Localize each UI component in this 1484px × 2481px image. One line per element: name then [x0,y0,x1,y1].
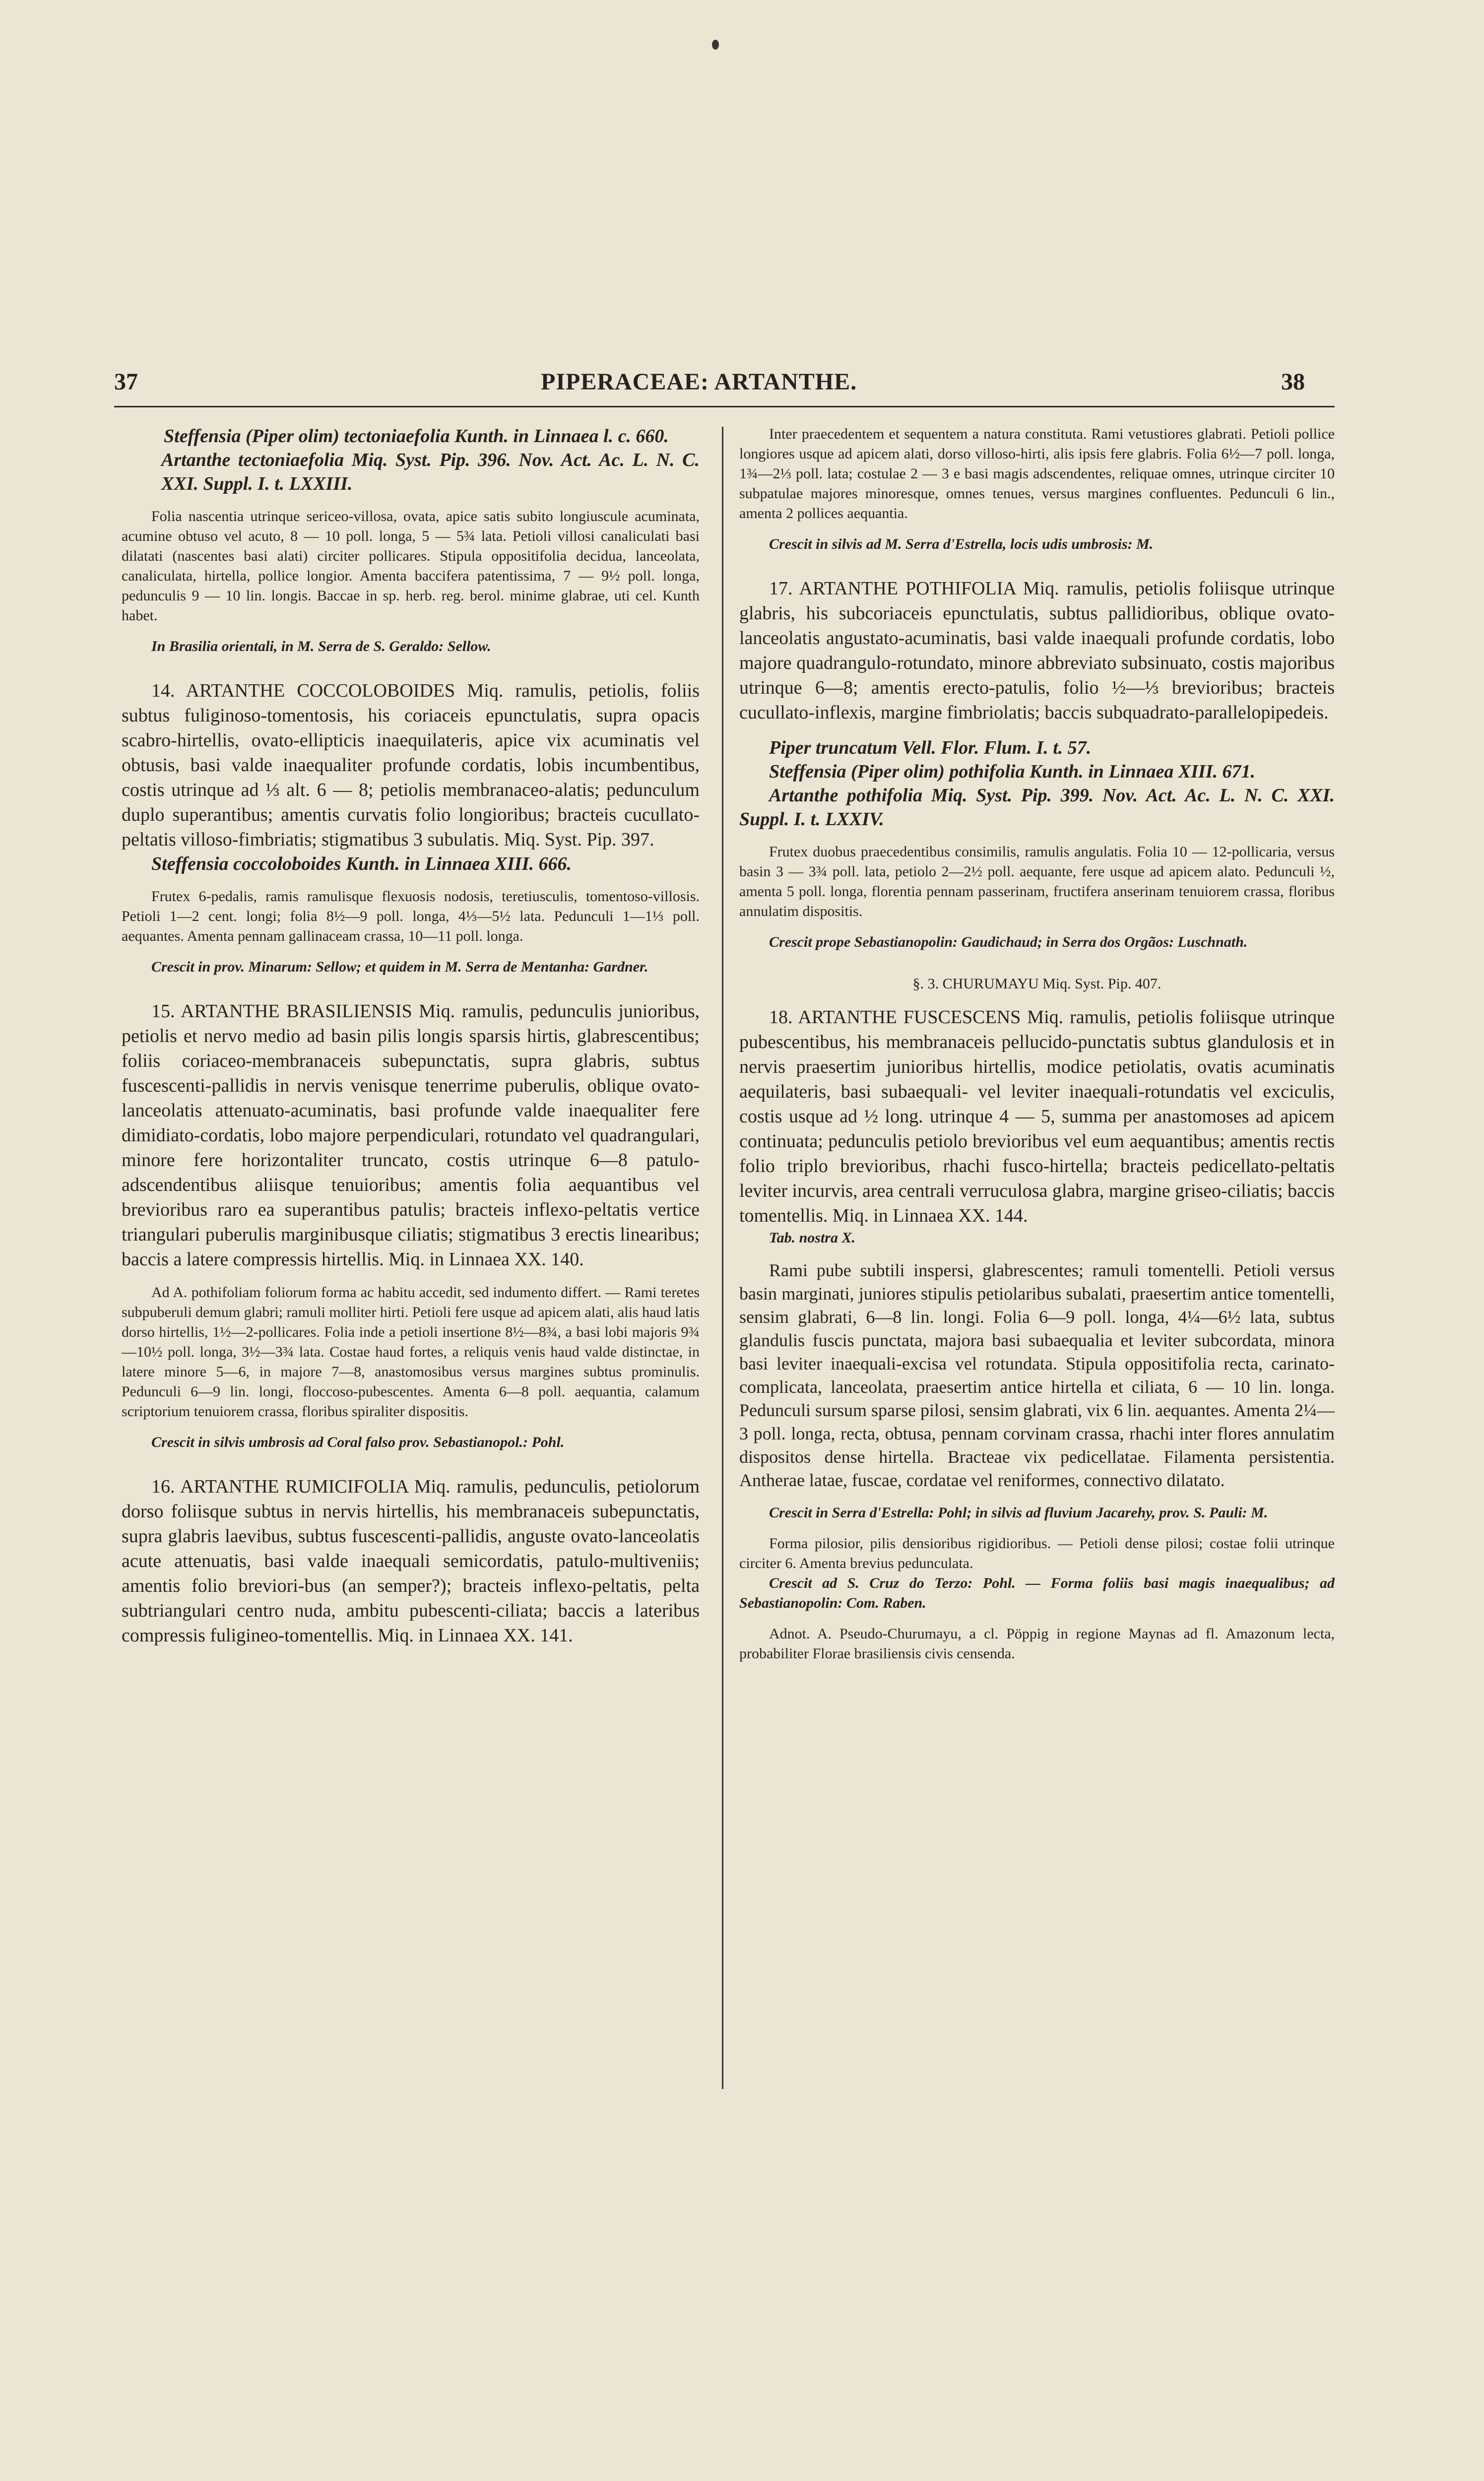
description: Frutex duobus praecedentibus consimilis, ramulis angulatis. Folia 10 — 12-pollicaria, versus basin 3 — 3¾ poll. lata, petiolo 2—2½ poll. aequante, fere usque ad apicem alato. Pedunculi ½, amenta 5 poll. longa, florentia pennam passerinam, fructifera anserinam tenuiorem crassa, floribus annulatim dispositis. [739,844,1335,919]
right-column [739,424,1335,1664]
synonym: Piper truncatum Vell. Flor. Flum. I. t. 57. [769,737,1092,758]
page-number-right: 38 [1281,369,1305,395]
left-column [122,424,700,1648]
species-diagnosis: 15. ARTANTHE BRASILIENSIS Miq. ramulis, pedunculis junioribus, petiolis et nervo medio ad basin pilis longis sparsis hirtis, glabrescentibus; foliis coriaceo-membranaceis subepunctatis, supra glabris, subtus fuscescenti-pallidis in nervis venisque tenerrime puberulis, oblique ovato-lanceolatis attenuato-acuminatis, basi profunde valde inaequaliter fere dimidiato-cordatis, lobo majore perpendiculari, rotundato vel quadrangulari, minore fere horizontaliter truncato, costis utrinque 6—8 patulo-adscendentibus aliisque tenuioribus; amentis folia aequantibus vel brevioribus raro ea superantibus patulis; bracteis inflexo-peltatis vertice triangulari puberulis marginibusque ciliatis; stigmatibus 3 erectis linearibus; baccis a latere compressis hirtellis. Miq. in Linnaea XX. 140. [122,1001,700,1270]
locality: Crescit in Serra d'Estrella: Pohl; in silvis ad fluvium Jacarehy, prov. S. Pauli: M. [769,1504,1268,1521]
locality: Crescit in silvis umbrosis ad Coral falso prov. Sebastianopol.: Pohl. [151,1434,565,1450]
page-number-left: 37 [114,369,138,395]
locality: Crescit ad S. Cruz do Terzo: Pohl. — Forma foliis basi magis inaequalibus; ad Sebastianopolin: Com. Raben. [739,1575,1335,1611]
description: Rami pube subtili inspersi, glabrescentes; ramuli tomentelli. Petioli versus basin marginati, juniores stipulis petiolaribus subalati, praesertim antice tomentelli, sensim glabrati, 6—8 lin. longi. Folia 6—9 poll. longa, 4¼—6½ lata, subtus glandulis fuscis punctata, majora basi subaequalia et leviter subcordata, minora basi leviter inaequali-excisa vel rotundata. Stipula oppositifolia recta, carinato-complicata, lanceolata, praesertim antice hirtella et ciliata, 6 — 10 lin. longa. Pedunculi sursum sparse pilosi, sensim glabrati, vix 6 lin. aequantes. Amenta 2¼—3 poll. longa, recta, obtusa, pennam corvinam crassa, rhachi inter flores annulatim dispositos dense hirtella. Bracteae vix pedicellatae. Filamenta persistentia. Antherae latae, fuscae, cordatae vel reniformes, connectivo dilatato. [739,1260,1335,1490]
header-rule [114,406,1335,407]
section-heading: §. 3. CHURUMAYU Miq. Syst. Pip. 407. [912,976,1161,992]
description: Inter praecedentem et sequentem a natura constituta. Rami vetustiores glabrati. Petioli pollice longiores usque ad apicem alati, dorso villoso-hirti, alis ipsis fere glabris. Folia 6½—7 poll. longa, 1¾—2⅓ poll. lata; costulae 2 — 3 e basi magis adscendentes, reliquae omnes, utrinque circiter 10 subpatulae majores minoresque, omnes tenues, versus margines confluentes. Pedunculi 6 lin., amenta 2 pollices aequantia. [739,426,1335,522]
synonym: Steffensia coccoloboides Kunth. in Linnaea XIII. 666. [151,853,572,874]
species-diagnosis: 14. ARTANTHE COCCOLOBOIDES Miq. ramulis, petiolis, foliis subtus fuliginoso-tomentosis, his coriaceis epunctulatis, supra opacis scabro-hirtellis, ovato-ellipticis inaequilateris, apice vix acuminatis vel obtusis, basi valde inaequaliter profunde cordatis, lobis incumbentibus, costis utrinque ad ⅓ alt. 6 — 8; petiolis membranaceo-alatis; pedunculum duplo superantibus; amentis curvatis folio longioribus; bracteis cucullato-peltatis villoso-fimbriatis; stigmatibus 3 subulatis. Miq. Syst. Pip. 397. [122,680,700,850]
locality: Crescit in silvis ad M. Serra d'Estrella, locis udis umbrosis: M. [769,536,1154,552]
column-divider [722,427,723,2089]
description: Frutex 6-pedalis, ramis ramulisque flexuosis nodosis, teretiusculis, tomentoso-villosis. Petioli 1—2 cent. longi; folia 8½—9 poll. longa, 4⅓—5½ lata. Pedunculi 1—1⅓ poll. aequantes. Amenta pennam gallinaceam crassa, 10—11 poll. longa. [122,888,700,944]
plate-reference: Tab. nostra X. [769,1230,855,1246]
running-header [114,368,1305,403]
annotation: Adnot. A. Pseudo-Churumayu, a cl. Pöppig in regione Maynas ad fl. Amazonum lecta, probabiliter Florae brasiliensis civis censenda. [739,1626,1335,1662]
form-note: Forma pilosior, pilis densioribus rigidioribus. — Petioli dense pilosi; costae folii utrinque circiter 6. Amenta brevius pedunculata. [739,1535,1335,1571]
species-diagnosis: 18. ARTANTHE FUSCESCENS Miq. ramulis, petiolis foliisque utrinque pubescentibus, his membranaceis pellucido-punctatis subtus glandulosis et in nervis praesertim junioribus hirtellis, modice petiolatis, ovatis acuminatis aequilateris, basi subaequali- vel leviter inaequali-rotundatis vel exciculis, costis usque ad ½ long. utrinque 4 — 5, summa per anastomoses ad apicem continuata; pedunculis petiolo brevioribus vel eum aequantibus; amentis rectis folio triplo brevioribus, rhachi fusco-hirtella; bracteis pedicellato-peltatis leviter incurvis, area centrali verruculosa glabra, margine griseo-ciliatis; baccis tomentellis. Miq. in Linnaea XX. 144. [739,1007,1335,1226]
locality: In Brasilia orientali, in M. Serra de S. Geraldo: Sellow. [151,638,491,654]
locality: Crescit in prov. Minarum: Sellow; et quidem in M. Serra de Mentanha: Gardner. [151,959,648,975]
page-mark [712,40,719,50]
synonym: Steffensia (Piper olim) pothifolia Kunth. in Linnaea XIII. 671. [769,761,1256,782]
description: Folia nascentia utrinque sericeo-villosa, ovata, apice satis subito longiuscule acuminata, acumine obtuso vel acuto, 8 — 10 poll. longa, 5 — 5¾ lata. Petioli villosi canaliculati basi dilatati (nascentes basi alati) circiter pollicares. Stipula oppositifolia decidua, lanceolata, canaliculata, hirtella, pollice longior. Amenta baccifera patentissima, 7 — 9½ poll. longa, pedunculis 9 — 10 lin. longis. Baccae in sp. herb. reg. berol. minime glabrae, uti cel. Kunth habet. [122,508,700,624]
locality: Crescit prope Sebastianopolin: Gaudichaud; in Serra dos Orgãos: Luschnath. [769,934,1248,950]
synonym: Artanthe pothifolia Miq. Syst. Pip. 399. Nov. Act. Ac. L. N. C. XXI. Suppl. I. t. LXXIV. [739,785,1335,830]
description: Ad A. pothifoliam foliorum forma ac habitu accedit, sed indumento differt. — Rami teretes subpuberuli demum glabri; ramuli molliter hirti. Petioli fere usque ad apicem alati, alis haud latis dorso hirtellis, 1½—2-pollicares. Folia inde a petioli insertione 8½—8¾, a basi lobi majoris 9¾—10½ poll. longa, 3½—3¾ lata. Costae haud fortes, a reliquis venis haud valde distinctae, in latere minore 5—6, in majore 7—8, anastomosibus versus margines subtus prominulis. Pedunculi 6—9 lin. longi, floccoso-pubescentes. Amenta 6—8 poll. aequantia, calamum scriptorium tenuiorem crassa, floribus spiraliter dispositis. [122,1284,700,1420]
synonym: Artanthe tectoniaefolia Miq. Syst. Pip. 396. Nov. Act. Ac. L. N. C. XXI. Suppl. I. t. LXXIII. [161,450,700,494]
synonym: Steffensia (Piper olim) tectoniaefolia Kunth. in Linnaea l. c. 660. [164,426,669,447]
species-diagnosis: 16. ARTANTHE RUMICIFOLIA Miq. ramulis, pedunculis, petiolorum dorso foliisque subtus in nervis hirtellis, his membranaceis subepunctatis, supra glabris laevibus, subtus fuscescenti-pallidis, anguste ovato-lanceolatis acute attenuatis, basi valde inaequali semicordatis, patulo-multiveniis; amentis folio breviori-bus (an semper?); bracteis inflexo-peltatis, pelta subtriangulari centro nuda, ambitu pubescenti-ciliata; baccis a lateribus compressis fuligineo-tomentellis. Miq. in Linnaea XX. 141. [122,1476,700,1646]
running-title: PIPERACEAE: ARTANTHE. [541,369,857,395]
species-diagnosis: 17. ARTANTHE POTHIFOLIA Miq. ramulis, petiolis foliisque utrinque glabris, his subcoriaceis epunctulatis, subtus pallidioribus, oblique ovato-lanceolatis angustato-acuminatis, basi valde inaequali profunde cordatis, lobo majore quadrangulo-rotundato, minore abbreviato subsinuato, costis majoribus utrinque 6—8; amentis erecto-patulis, folio ½—⅓ brevioribus; bracteis cucullato-inflexis, margine fimbriolatis; baccis subquadrato-parallelopipedeis. [739,578,1335,723]
